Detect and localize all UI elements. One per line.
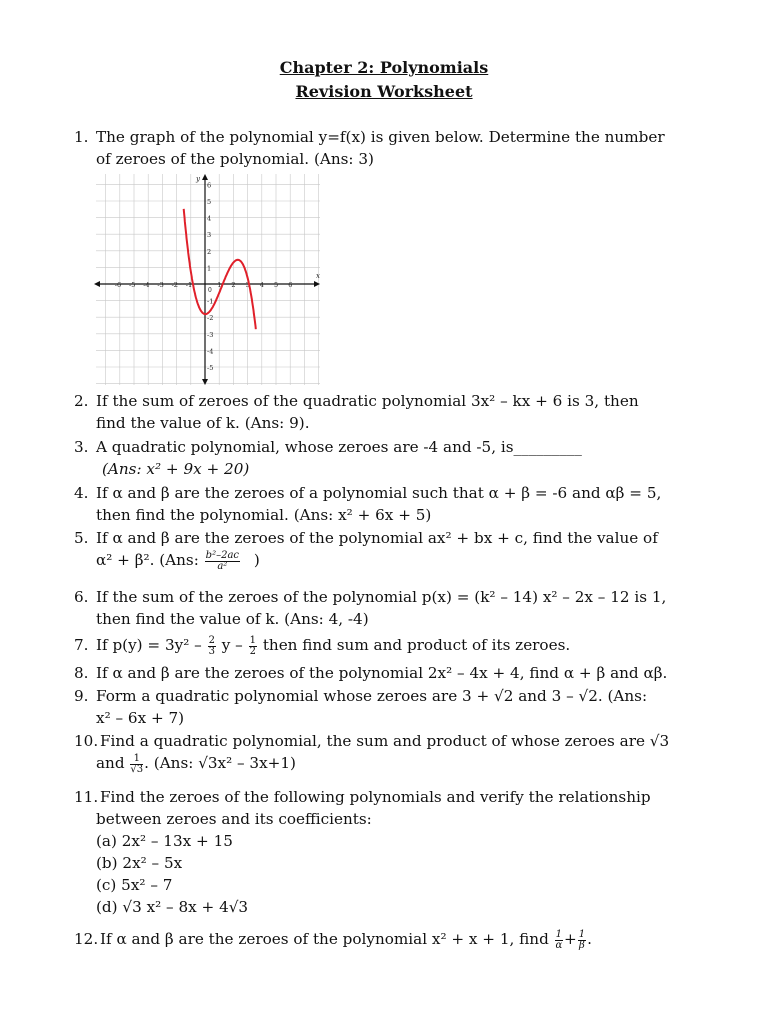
question-number: 7.	[74, 636, 89, 654]
fraction: $\frac{2}{3}$	[208, 634, 215, 657]
question-number: 11.	[74, 788, 99, 806]
x-tick-label: -2	[171, 281, 178, 289]
question-3	[74, 436, 734, 480]
x-tick-label: -1	[185, 281, 193, 289]
y-tick-label: 5	[207, 198, 212, 206]
question-number: 9.	[74, 687, 89, 705]
question-5: 5. If α and β are the zeroes of the polynomial ax² + bx + c, find the value of α² + β². (Ans: $\frac{\text{b²–2ac}}{\text{a²}}$ )	[74, 529, 658, 572]
y-tick-label: 4	[207, 214, 212, 223]
question-7: 7. If p(y) = 3y² – $\frac{2}{3}$ y – $\frac{1}{2}$ then find sum and product of its zeroes.	[74, 634, 571, 657]
question-text: of zeroes of the polynomial. (Ans: 3)	[96, 150, 374, 168]
chapter-title: Chapter 2: Polynomials	[279, 58, 489, 77]
x-tick-label: -3	[157, 281, 164, 289]
question-12: 12. If α and β are the zeroes of the polynomial x² + x + 1, find $\frac{1}{\alpha}$ + $\frac{1}{\beta}$ .	[74, 928, 592, 951]
question-text: Form a quadratic polynomial whose zeroes are 3 + √2 and 3 – √2. (Ans:	[96, 687, 648, 705]
question-number: 4.	[74, 484, 89, 502]
question-text: between zeroes and its coefficients:	[96, 810, 372, 828]
question-text: A quadratic polynomial, whose zeroes are -4 and -5, is_________	[96, 438, 582, 456]
y-tick-label: 1	[207, 264, 212, 273]
question-number: 12.	[74, 930, 99, 948]
fraction: $\frac{1}{√3}$	[130, 752, 144, 775]
x-tick-label: -5	[129, 281, 136, 289]
x-tick-label: 6	[288, 281, 293, 289]
question-number: 10.	[74, 732, 99, 750]
question-text: Find a quadratic polynomial, the sum and product of whose zeroes are √3	[100, 732, 670, 750]
x-tick-label: -4	[143, 281, 150, 289]
polynomial-graph	[92, 172, 324, 387]
y-tick-label: 3	[207, 231, 212, 240]
question-number: 6.	[74, 588, 89, 606]
question-number: 3.	[74, 438, 89, 456]
fraction: $\frac{1}{\alpha}$	[555, 928, 563, 951]
y-axis-arrow-up	[202, 174, 208, 180]
question-text: Find the zeroes of the following polynomials and verify the relationship	[100, 788, 651, 806]
question-number: 8.	[74, 664, 89, 682]
sub-item: (d) √3 x² – 8x + 4√3	[96, 898, 249, 916]
x-tick-label: 1	[217, 281, 222, 289]
fraction: $\frac{1}{2}$	[249, 634, 256, 657]
question-text: then find the polynomial. (Ans: x² + 6x + 5)	[96, 506, 432, 524]
sub-item: (a) 2x² – 13x + 15	[96, 832, 233, 850]
question-text: If the sum of zeroes of the quadratic polynomial 3x² – kx + 6 is 3, then	[96, 392, 639, 410]
x-axis-label: x	[316, 272, 320, 280]
question-10: 10. Find a quadratic polynomial, the sum and product of whose zeroes are √3 and $\frac{1}{√3}$ . (Ans: √3x² – 3x+1)	[74, 732, 670, 775]
question-text: If α and β are the zeroes of a polynomial such that α + β = -6 and αβ = 5,	[96, 484, 662, 502]
y-tick-label: 2	[207, 247, 212, 256]
x-tick-label: 5	[274, 281, 279, 289]
x-tick-label: 2	[231, 281, 236, 289]
question-answer: (Ans: x² + 9x + 20)	[102, 460, 250, 478]
x-tick-labels	[115, 281, 293, 289]
question-4	[74, 482, 734, 526]
question-number: 1.	[74, 128, 89, 146]
question-text: find the value of k. (Ans: 9).	[96, 414, 310, 432]
origin-label: 0	[208, 287, 212, 294]
question-text: If α and β are the zeroes of the polynomial ax² + bx + c, find the value of	[96, 529, 658, 547]
polynomial-curve	[184, 209, 256, 329]
question-number: 5.	[74, 529, 89, 547]
y-tick-label: -5	[207, 364, 214, 372]
sub-item: (c) 5x² – 7	[96, 876, 173, 894]
y-axis-label: y	[196, 175, 200, 183]
question-8	[74, 662, 734, 684]
y-tick-label: -1	[207, 297, 214, 306]
question-6	[74, 586, 734, 630]
question-1	[74, 126, 734, 170]
answer-fraction: $\frac{\text{b²–2ac}}{\text{a²}}$	[205, 549, 240, 572]
fraction: $\frac{1}{\beta}$	[578, 928, 586, 951]
y-tick-labels	[207, 181, 213, 372]
worksheet-subtitle: Revision Worksheet	[295, 82, 473, 101]
question-text: The graph of the polynomial y=f(x) is given below. Determine the number	[96, 128, 665, 146]
x-axis-arrow-left	[94, 281, 100, 287]
question-text: α² + β². (Ans:	[96, 551, 199, 569]
x-tick-label: -6	[114, 281, 122, 289]
question-2	[74, 390, 734, 434]
y-axis-arrow-down	[202, 379, 208, 385]
question-text: If α and β are the zeroes of the polynomial x² + x + 1, find	[100, 930, 549, 948]
question-11	[74, 786, 734, 918]
y-tick-label: -2	[207, 314, 214, 323]
question-text: then find the value of k. (Ans: 4, -4)	[96, 610, 369, 628]
sub-item: (b) 2x² – 5x	[96, 854, 183, 872]
question-text: x² – 6x + 7)	[96, 709, 185, 727]
x-tick-label: 3	[245, 281, 250, 289]
y-tick-label: 6	[207, 181, 212, 190]
x-axis-arrow-right	[314, 281, 320, 287]
question-9	[74, 685, 734, 729]
question-text: If α and β are the zeroes of the polynomial 2x² – 4x + 4, find α + β and αβ.	[96, 664, 668, 682]
x-tick-label: 4	[259, 281, 264, 289]
question-text: If the sum of the zeroes of the polynomial p(x) = (k² – 14) x² – 2x – 12 is 1,	[96, 588, 667, 606]
y-tick-label: -4	[207, 347, 214, 356]
y-tick-label: -3	[207, 330, 214, 339]
question-number: 2.	[74, 392, 89, 410]
